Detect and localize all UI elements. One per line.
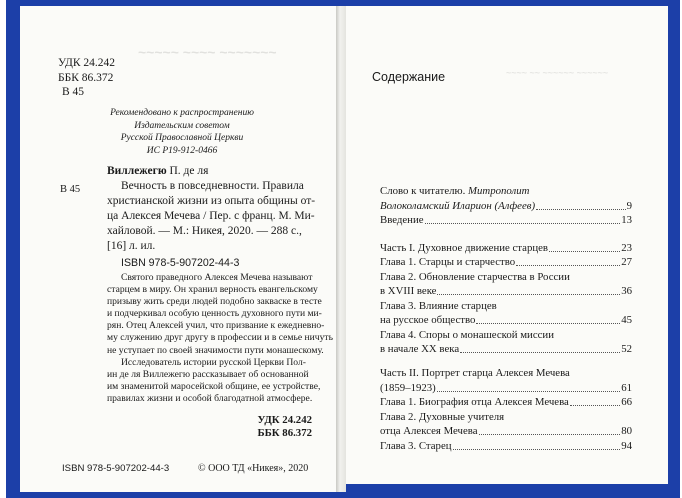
toc-entry[interactable] xyxy=(380,185,529,198)
toc-entry-text: Глава 4. Споры о монашеской миссии xyxy=(380,329,554,341)
toc-leader-dots xyxy=(437,285,620,295)
toc-page-number: 9 xyxy=(626,200,632,212)
toc-entry[interactable] xyxy=(380,440,632,453)
toc-entry-text: Введение xyxy=(380,214,424,226)
toc-page-number: 23 xyxy=(621,242,632,254)
toc-page-number: 66 xyxy=(621,396,632,408)
toc-page-number: 36 xyxy=(621,285,632,297)
toc-entry-text: Глава 3. Старец xyxy=(380,440,452,452)
toc-entry-text: Глава 2. Духовные учителя xyxy=(380,411,505,423)
toc-leader-dots xyxy=(549,242,620,252)
description-line: Вечность в повседневности. Правила xyxy=(121,180,304,192)
bottom-codes xyxy=(258,414,313,440)
recommendation-line: ИС Р19-912-0466 xyxy=(146,145,218,156)
annotation-line: старцем в миру. Он хранил верность евангельскому xyxy=(107,284,318,296)
toc-entry-italic: Волоколамский Иларион (Алфеев) xyxy=(380,200,536,212)
isbn-footer: ISBN 978-5-907202-44-3 xyxy=(62,463,170,474)
toc-entry[interactable] xyxy=(380,314,632,327)
toc-entry[interactable] xyxy=(380,411,504,424)
cover-right-edge xyxy=(666,0,680,492)
toc-entry-text: (1859–1923) xyxy=(380,382,436,394)
bleed-through-text: ~~~~~ ~~~~ ~~~~~~~ xyxy=(138,44,277,60)
toc-entry[interactable] xyxy=(380,367,570,380)
toc-entry-title xyxy=(380,256,515,269)
recommendation-line: Рекомендовано к распространению xyxy=(110,108,254,118)
toc-leader-dots xyxy=(437,382,620,392)
annotation-line: и подчеркивал особую ценность духовного пути ми- xyxy=(107,308,322,320)
toc-entry-title xyxy=(380,185,529,197)
bibliographic-description xyxy=(107,179,315,254)
toc-entry-title xyxy=(380,425,478,438)
annotation xyxy=(107,272,333,405)
toc-entry-title xyxy=(380,367,570,379)
classification-codes xyxy=(58,56,115,100)
toc-entry-title xyxy=(380,411,504,423)
annotation-line: правилах жизни и особой благодатной атмосфере. xyxy=(107,392,313,404)
toc-entry-text: Часть II. Портрет старца Алексея Мечева xyxy=(380,367,570,379)
toc-entry-title xyxy=(380,214,424,227)
toc-entry-title xyxy=(380,396,569,409)
author-mark-margin: В 45 xyxy=(60,184,81,195)
bbk-code-bottom: ББК 86.372 xyxy=(257,427,312,439)
toc-heading: Содержание xyxy=(372,70,446,84)
toc-leader-dots xyxy=(453,440,621,450)
toc-entry[interactable] xyxy=(380,242,632,255)
toc-entry[interactable] xyxy=(380,300,497,313)
left-page xyxy=(20,6,336,492)
recommendation-line: Издательским советом xyxy=(134,120,230,131)
isbn-main: ISBN 978-5-907202-44-3 xyxy=(121,257,240,269)
toc-leader-dots xyxy=(570,396,620,406)
bleed-through-text-right: ~~~~ ~~ ~~~~~~ ~~~~~~ xyxy=(506,68,609,78)
toc-entry-text: отца Алексея Мечева xyxy=(380,425,478,437)
toc-leader-dots xyxy=(479,425,621,435)
annotation-line: не уступает по своей значимости пути монашескому. xyxy=(107,344,324,356)
toc-leader-dots xyxy=(516,256,620,266)
right-page xyxy=(346,6,668,484)
udk-code-bottom: УДК 24.242 xyxy=(257,414,312,426)
toc-entry[interactable] xyxy=(380,285,632,298)
toc-entry-text: в XVIII веке xyxy=(380,285,437,297)
toc-page-number: 80 xyxy=(621,425,632,437)
toc-entry-text: на русское общество xyxy=(380,314,476,326)
annotation-line: призыву жить среди людей подобно закваске в тесте xyxy=(107,296,322,308)
toc-entry-text: Часть I. Духовное движение старцев xyxy=(380,242,549,254)
toc-entry-text: Глава 1. Биография отца Алексея Мечева xyxy=(380,396,569,408)
toc-entry-text: Глава 1. Старцы и старчество xyxy=(380,256,516,268)
copyright: © ООО ТД «Никея», 2020 xyxy=(198,463,309,474)
toc-entry-title xyxy=(380,200,535,213)
author-line xyxy=(107,164,208,179)
toc-page-number: 45 xyxy=(621,314,632,326)
toc-entry-text: в начале XX века xyxy=(380,343,460,355)
toc-entry-text: Глава 2. Обновление старчества в России xyxy=(380,271,570,283)
toc-entry-title xyxy=(380,343,459,356)
annotation-line: Святого праведного Алексея Мечева называют xyxy=(121,272,313,283)
toc-entry[interactable] xyxy=(380,200,632,213)
toc-entry-title xyxy=(380,329,554,341)
toc-page-number: 52 xyxy=(621,343,632,355)
toc-leader-dots xyxy=(460,343,620,353)
toc-entry[interactable] xyxy=(380,329,554,342)
toc-leader-dots xyxy=(425,214,621,224)
toc-leader-dots xyxy=(536,200,626,210)
toc-page-number: 13 xyxy=(621,214,632,226)
toc-entry-title xyxy=(380,300,497,312)
toc-page-number: 61 xyxy=(621,382,632,394)
description-line: христианской жизни из опыта общины от- xyxy=(107,195,316,207)
description-line: хайловой. — М.: Никея, 2020. — 288 с., xyxy=(107,225,302,237)
toc-entry[interactable] xyxy=(380,343,632,356)
toc-entry-text: Слово к читателю. xyxy=(380,185,468,197)
toc-entry[interactable] xyxy=(380,396,632,409)
toc-entry-title xyxy=(380,271,570,283)
author-surname: Виллежегю xyxy=(107,165,167,177)
author-mark: В 45 xyxy=(62,86,85,98)
author-initials: П. де ля xyxy=(166,165,209,177)
toc-entry-title xyxy=(380,382,436,395)
annotation-line: рян. Отец Алексей учил, что призвание к ежедневно- xyxy=(107,320,325,332)
annotation-line: ин де ля Виллежегю рассказывает об основанной xyxy=(107,368,309,380)
description-line: ца Алексея Мечева / Пер. с франц. М. Ми- xyxy=(107,210,315,222)
toc-entry-italic: Митрополит xyxy=(468,185,530,197)
annotation-line: Исследователь истории русской Церкви Пол- xyxy=(121,356,306,368)
toc-entry[interactable] xyxy=(380,214,632,227)
recommendation-block xyxy=(82,107,282,157)
toc-entry-title xyxy=(380,440,452,453)
toc-entry-text: Глава 3. Влияние старцев xyxy=(380,300,497,312)
toc-entry[interactable] xyxy=(380,382,632,395)
toc-page-number: 27 xyxy=(621,256,632,268)
toc-entry[interactable] xyxy=(380,256,632,269)
udk-code: УДК 24.242 xyxy=(58,57,115,69)
toc-entry-title xyxy=(380,314,475,327)
annotation-line: му служению друг другу в профессии и в семье ничуть xyxy=(107,332,333,344)
bbk-code: ББК 86.372 xyxy=(58,71,114,84)
annotation-line: им знаменитой маросейской общине, ее устройстве, xyxy=(107,380,321,392)
recommendation-line: Русской Православной Церкви xyxy=(120,133,244,143)
toc-entry-title xyxy=(380,285,436,298)
toc-entry-title xyxy=(380,242,548,255)
toc-entry[interactable] xyxy=(380,425,632,438)
toc-leader-dots xyxy=(476,314,620,324)
book-gutter xyxy=(336,6,346,492)
description-line: [16] л. ил. xyxy=(107,240,156,252)
toc-entry[interactable] xyxy=(380,271,570,284)
toc-page-number: 94 xyxy=(621,440,632,452)
